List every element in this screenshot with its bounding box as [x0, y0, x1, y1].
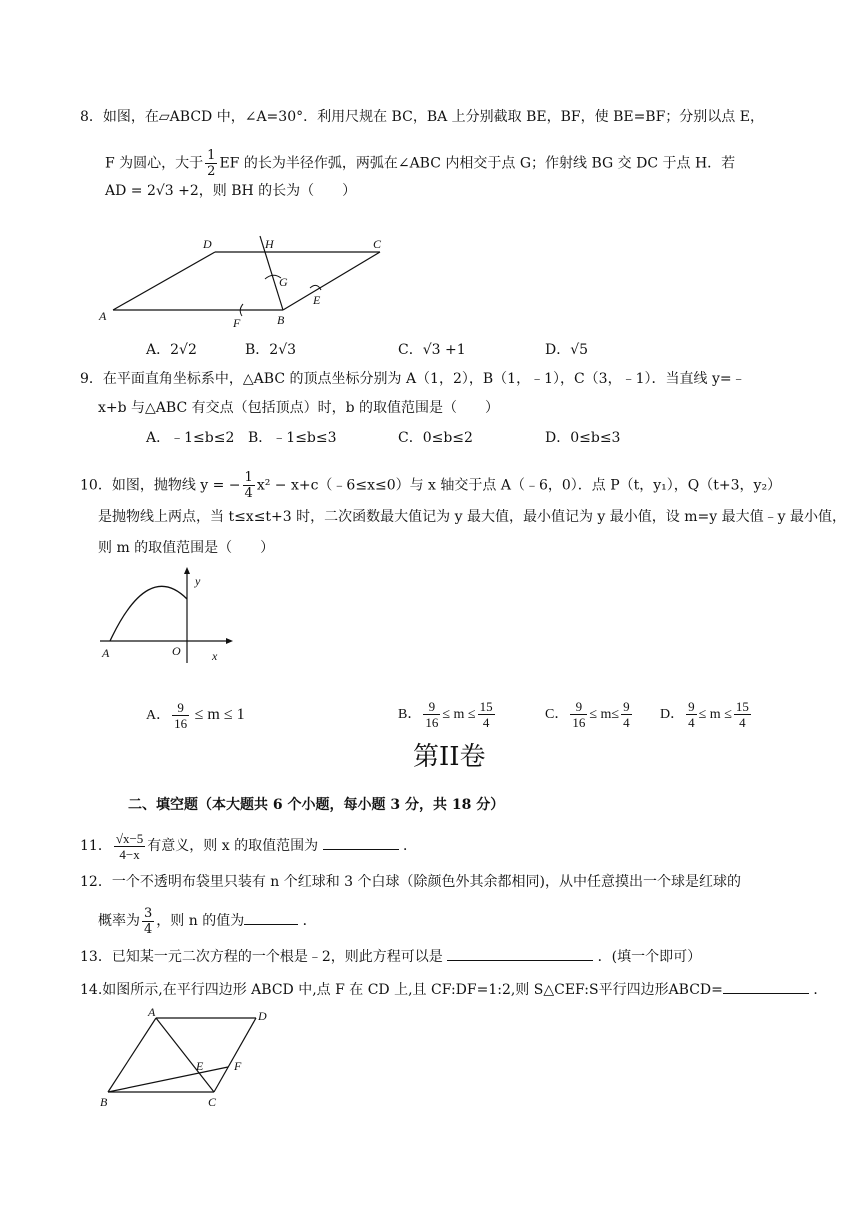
q8-side-cb [283, 252, 380, 310]
q9-option-b: B．﹣1≤b≤3 [248, 430, 337, 446]
q10-label-o: O [172, 644, 181, 658]
q14-label-c: C [208, 1095, 217, 1109]
q14-answer-blank[interactable] [723, 979, 809, 994]
q9-option-a: A．﹣1≤b≤2 [146, 430, 235, 446]
q10-line1a: 10．如图，抛物线 y = − [80, 477, 241, 494]
q14-line: 14.如图所示,在平行四边形 ABCD 中,点 F 在 CD 上,且 CF:DF=1:2,则 S△CEF:S平行四边形ABCD= ． [80, 979, 827, 1000]
q13-line: 13．已知某一元二次方程的一个根是﹣2，则此方程可以是 ．(填一个即可） [80, 946, 701, 967]
q10-line3: 则 m 的取值范围是（ ） [98, 540, 275, 556]
q14-label-d: D [258, 1009, 267, 1023]
q14-label-f: F [234, 1059, 242, 1073]
q8-label-a: A [99, 309, 107, 323]
q10-y-arrow [184, 567, 190, 574]
q8-label-b: B [277, 313, 285, 327]
q10-label-y: y [195, 574, 201, 588]
q8-label-g: G [279, 275, 288, 289]
q8-option-c: C．√3 +1 [398, 342, 466, 358]
q8-figure [95, 232, 395, 332]
q9-option-d: D．0≤b≤3 [545, 430, 621, 446]
section-title: 第II卷 [413, 742, 486, 772]
q14-segment-bf [108, 1067, 228, 1092]
q12-line2: 概率为 $\frac{3}{4}$ ，则 n 的值为 ． [98, 905, 317, 937]
q8-label-d: D [203, 237, 212, 251]
q9-line1: 9．在平面直角坐标系中，△ABC 的顶点坐标分别为 A（1，2），B（1，﹣1），C（3，﹣1）．当直线 y=﹣ [80, 371, 746, 387]
q8-option-d: D．√5 [545, 342, 589, 358]
q8-label-f: F [233, 316, 241, 330]
q9-option-c: C．0≤b≤2 [398, 430, 473, 446]
q13-answer-blank[interactable] [447, 946, 593, 961]
q8-line2 [105, 148, 735, 179]
q11-answer-blank[interactable] [323, 835, 399, 850]
q9-line2: x+b 与△ABC 有交点（包括顶点）时，b 的取值范围是（ ） [98, 400, 500, 416]
q8-label-h: H [265, 237, 274, 251]
q12-answer-blank[interactable] [244, 910, 298, 925]
q10-label-x: x [212, 649, 218, 663]
q8-line3: AD = 2√3 +2，则 BH 的长为（ ） [105, 183, 357, 199]
q10-figure [96, 565, 236, 665]
q11-line: 11． $\frac{√x-5}{4-x}$ 有意义，则 x 的取值范围为 ． [80, 830, 417, 862]
q10-line1 [80, 470, 781, 501]
q8-option-b: B．2√3 [245, 342, 297, 358]
q10-label-a: A [102, 646, 110, 660]
q14-figure [96, 1006, 276, 1110]
q10-line2: 是抛物线上两点，当 t≤x≤t+3 时，二次函数最大值记为 y 最大值，最小值记为 y 最小值，设 m=y 最大值﹣y 最小值， [98, 509, 846, 525]
q14-side-cd [214, 1018, 256, 1092]
q8-line2a: F 为圆心，大于 [105, 155, 204, 172]
q8-label-c: C [373, 237, 382, 251]
q8-half-fraction: $\frac{1}{2}$ [207, 148, 216, 179]
q8-option-a: A．2√2 [146, 342, 197, 358]
q8-side-ad [113, 252, 215, 310]
q14-label-e: E [196, 1059, 204, 1073]
q8-line2b: EF 的长为半径作弧，两弧在∠ABC 内相交于点 G；作射线 BG 交 DC 于点 H．若 [219, 155, 736, 172]
q14-label-a: A [148, 1006, 156, 1019]
q10-quarter-fraction: $\frac{1}{4}$ [244, 470, 253, 501]
q8-label-e: E [313, 293, 321, 307]
q12-line1: 12．一个不透明布袋里只装有 n 个红球和 3 个白球（除颜色外其余都相同)，从中任意摸出一个球是红球的 [80, 874, 741, 890]
q8-line1: 8．如图，在▱ABCD 中，∠A=30°．利用尺规在 BC，BA 上分别截取 BE，BF，使 BE=BF；分别以点 E， [80, 109, 764, 125]
part2-heading: 二、填空题（本大题共 6 个小题，每小题 3 分，共 18 分） [128, 797, 505, 813]
q10-option-b: B． $\frac{9}{16}$ ≤ m ≤ $\frac{15}{4}$ [398, 699, 493, 731]
q10-option-a: A． $\frac{9}{16}$ ≤ m ≤ 1 [146, 700, 245, 732]
q10-parabola [110, 586, 187, 641]
q10-option-c: C． $\frac{9}{16}$ ≤ m≤ $\frac{9}{4}$ [545, 699, 630, 731]
q10-x-arrow [226, 638, 233, 644]
q14-label-b: B [100, 1095, 108, 1109]
q10-option-d: D． $\frac{9}{4}$ ≤ m ≤ $\frac{15}{4}$ [660, 699, 749, 731]
q8-arc-e [310, 285, 321, 290]
q14-diagonal-ac [156, 1018, 214, 1092]
q14-side-ab [108, 1018, 156, 1092]
q10-line1b: x² − x+c（﹣6≤x≤0）与 x 轴交于点 A（﹣6，0）．点 P（t，y₁），Q（t+3，y₂） [256, 477, 782, 494]
